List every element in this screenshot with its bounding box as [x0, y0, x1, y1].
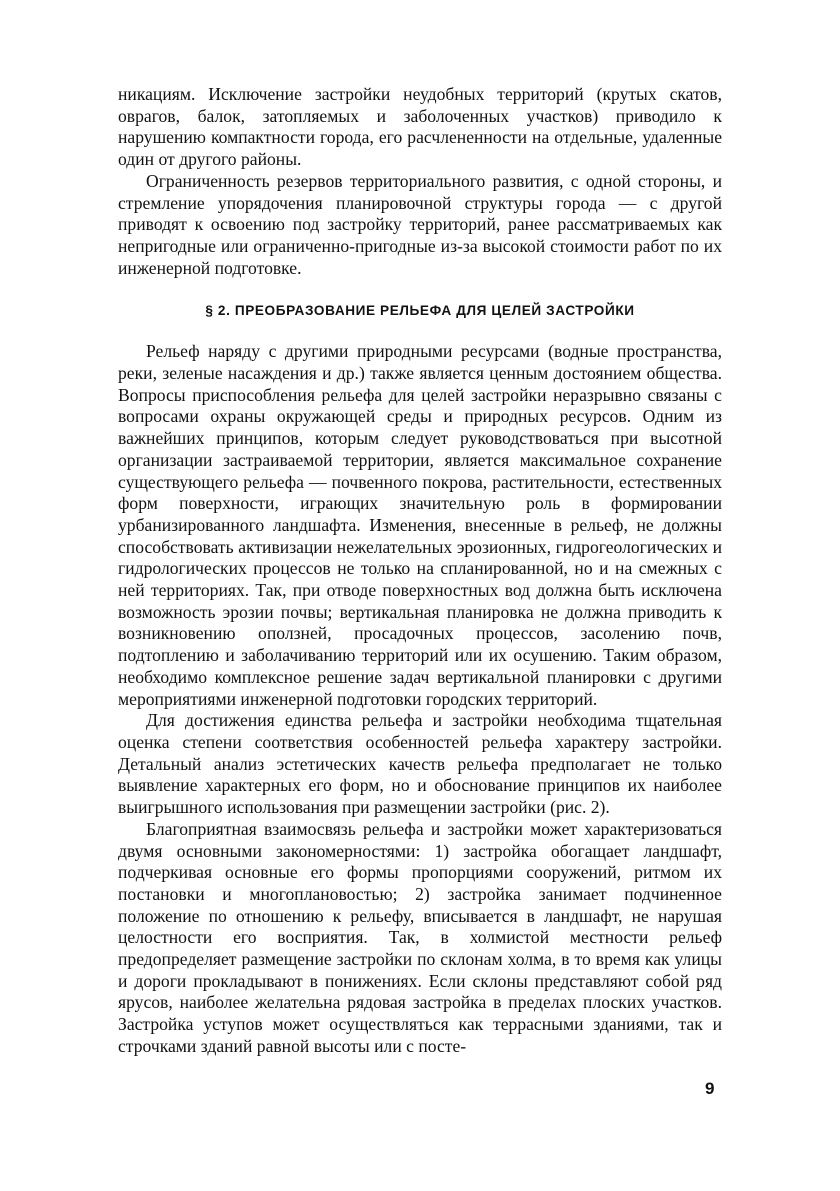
paragraph-relief-interaction: Благоприятная взаимосвязь рельефа и застройки может характеризоваться двумя основными закономерностями: 1) застройка обогащает ландшафт, подчеркивая основные его формы пропорциями сооружений, ритмом их постановки и многоплановостью; 2) застройка занимает подчиненное положение по отношению к рельефу, вписывается в ландшафт, не нарушая целостности его восприятия. Так, в холмистой местности рельеф предопределяет размещение застройки по склонам холма, в то время как улицы и дороги прокладывают в понижениях. Если склоны представляют собой ряд ярусов, наиболее желательна рядовая застройка в пределах плоских участков. Застройка уступов может осуществляться как террасными зданиями, так и строчками зданий равной высоты или с посте-	[118, 818, 722, 1056]
paragraph-continuation: никациям. Исключение застройки неудобных территорий (крутых скатов, оврагов, балок, затопляемых и заболоченных участков) приводило к нарушению компактности города, его расчлененности на отдельные, удаленные один от другого районы.	[118, 84, 722, 170]
paragraph-relief-resources: Рельеф наряду с другими природными ресурсами (водные пространства, реки, зеленые насаждения и др.) также является ценным достоянием общества. Вопросы приспособления рельефа для целей застройки неразрывно связаны с вопросами охраны окружающей среды и природных ресурсов. Одним из важнейших принципов, которым следует руководствоваться при высотной организации застраиваемой территории, является максимальное сохранение существующего рельефа — почвенного покрова, растительности, естественных форм поверхности, играющих значительную роль в формировании урбанизированного ландшафта. Изменения, внесенные в рельеф, не должны способствовать активизации нежелательных эрозионных, гидрогеологических и гидрологических процессов не только на спланированной, но и на смежных с ней территориях. Так, при отводе поверхностных вод должна быть исключена возможность эрозии почвы; вертикальная планировка не должна приводить к возникновению оползней, просадочных процессов, засолению почв, подтоплению и заболачиванию территорий или их осушению. Таким образом, необходимо комплексное решение задач вертикальной планировки с другими мероприятиями инженерной подготовки городских территорий.	[118, 341, 722, 709]
paragraph-relief-unity: Для достижения единства рельефа и застройки необходима тщательная оценка степени соответствия особенностей рельефа характеру застройки. Детальный анализ эстетических качеств рельефа предполагает не только выявление характерных его форм, но и обоснование принципов их наиболее выигрышного использования при размещении застройки (рис. 2).	[118, 710, 722, 818]
paragraph-territory-reserves: Ограниченность резервов территориального развития, с одной стороны, и стремление упорядочения планировочной структуры города — с другой приводят к освоению под застройку территорий, ранее рассматриваемых как непригодные или ограниченно-пригодные из-за высокой стоимости работ по их инженерной подготовке.	[118, 170, 722, 278]
page-number: 9	[705, 1079, 715, 1098]
page-body	[118, 84, 722, 1058]
section-heading: § 2. ПРЕОБРАЗОВАНИЕ РЕЛЬЕФА ДЛЯ ЦЕЛЕЙ ЗАСТРОЙКИ	[205, 303, 635, 319]
